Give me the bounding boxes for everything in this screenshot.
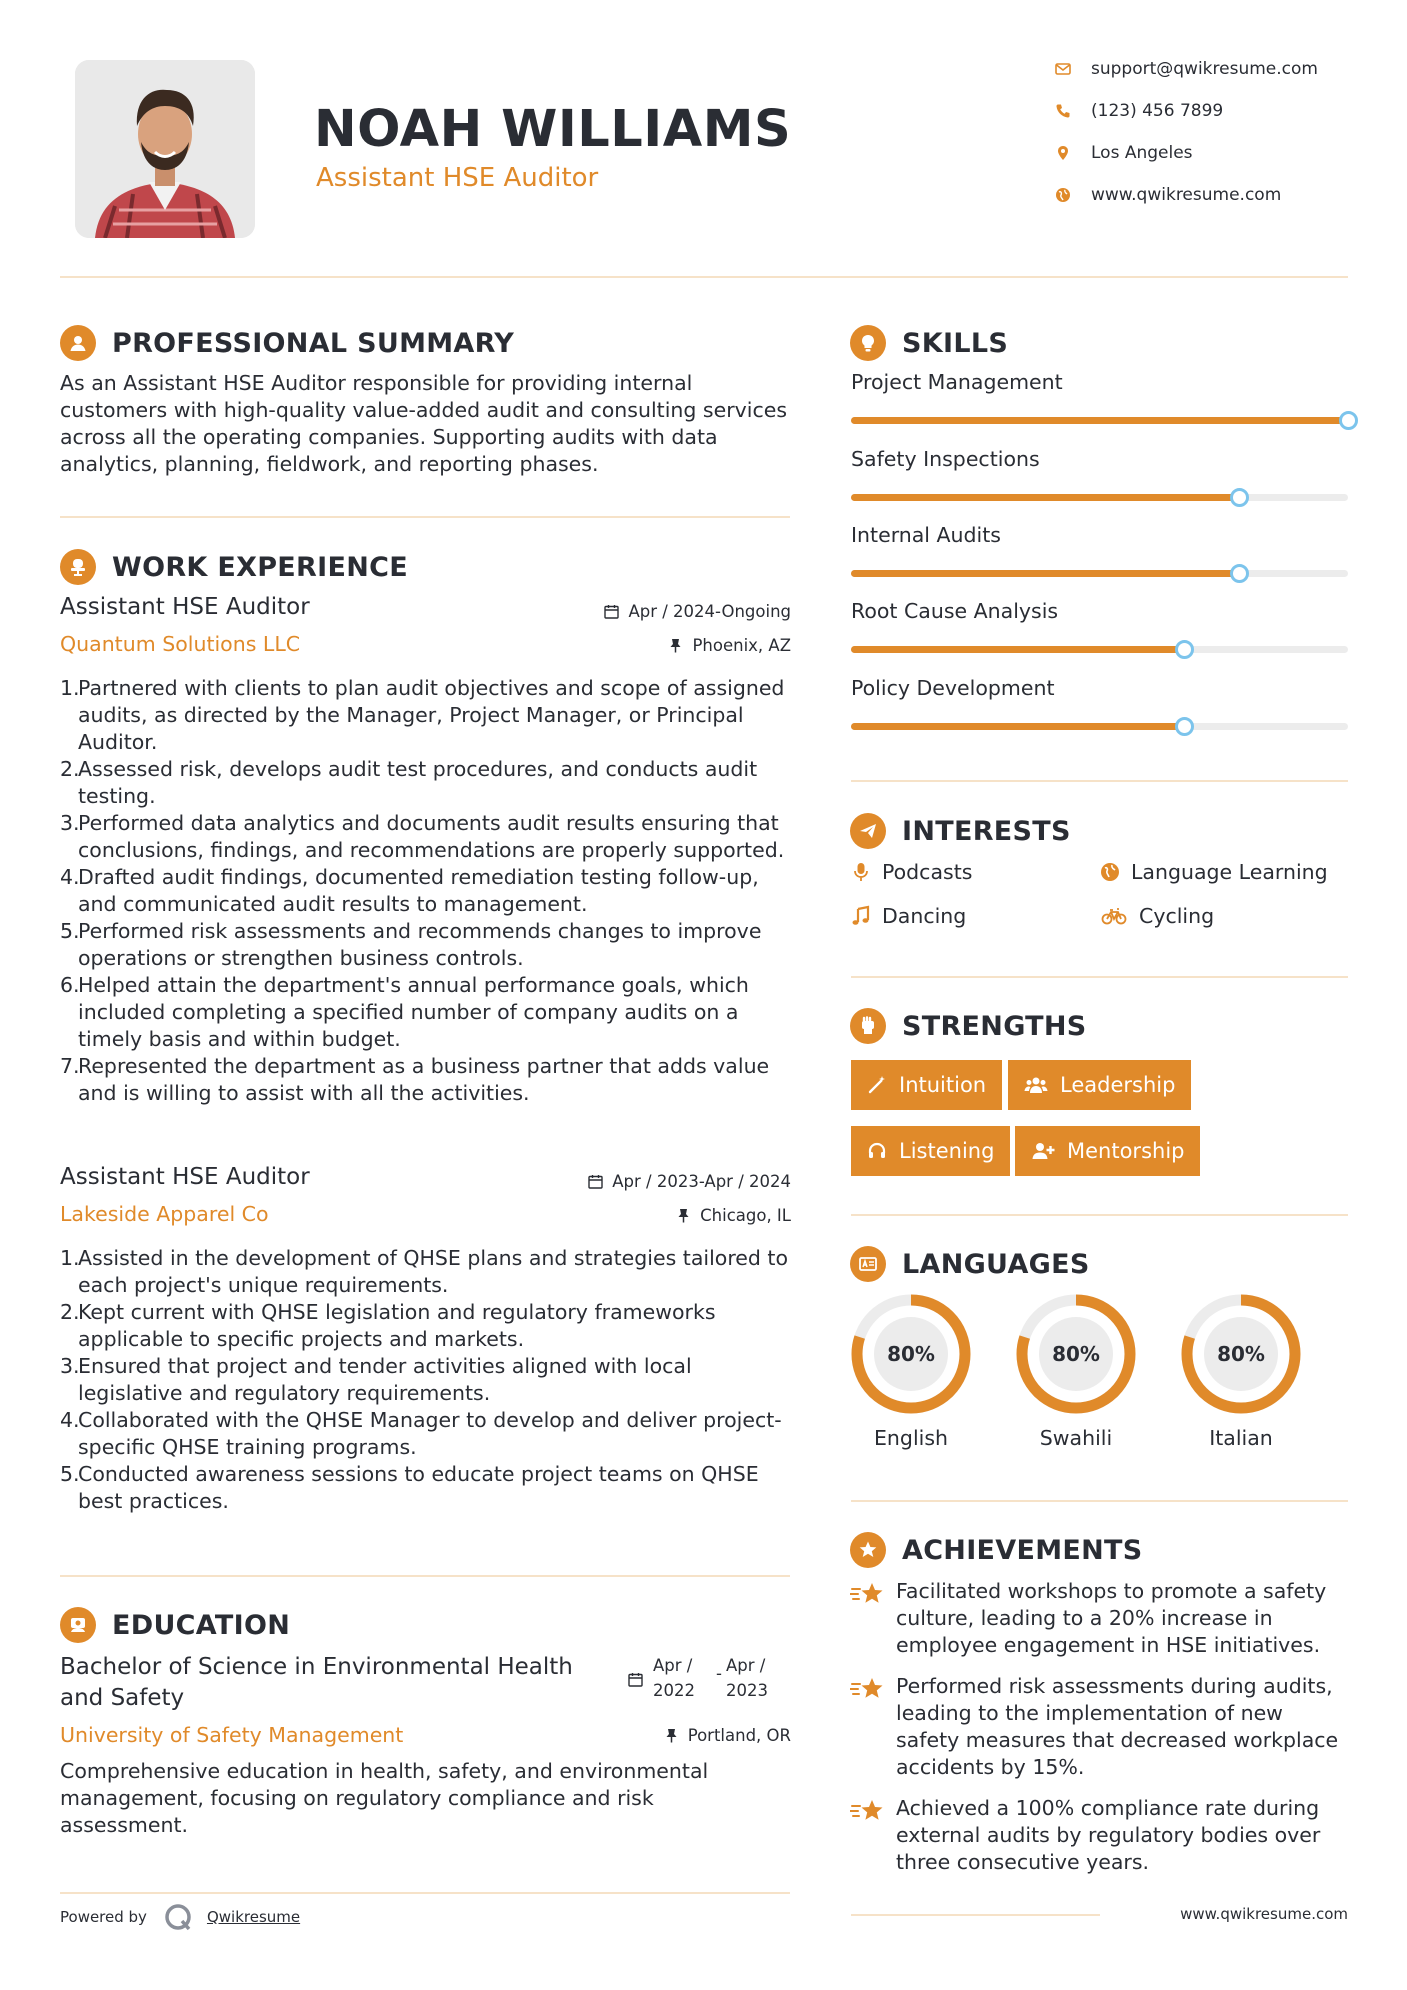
interest-label: Dancing <box>882 904 967 928</box>
magic-wand-icon <box>867 1075 887 1095</box>
language-percent: 80% <box>1217 1342 1265 1366</box>
interests-title: INTERESTS <box>902 815 1071 847</box>
job-1-duty: Assessed risk, develops audit test procedures, and conducts audit testing. <box>78 757 758 808</box>
job-1-title: Assistant HSE Auditor <box>60 594 310 620</box>
education-title: EDUCATION <box>112 1609 291 1641</box>
skill-bar-fill <box>851 417 1348 424</box>
job-1-duty: Partnered with clients to plan audit objectives and scope of assigned audits, as directed by the Manager, Project Manager, or Principal Auditor. <box>78 676 785 754</box>
strength-tag <box>1015 1126 1200 1176</box>
achievement-item <box>850 1578 1342 1659</box>
job-1-dates-text: Apr / 2024-Ongoing <box>628 602 791 621</box>
languages-divider <box>851 1500 1348 1502</box>
summary-title: PROFESSIONAL SUMMARY <box>112 327 515 359</box>
skill-bar-knob[interactable] <box>1230 564 1249 583</box>
job-1-location-text: Phoenix, AZ <box>692 636 791 655</box>
contact-email[interactable] <box>1055 56 1365 82</box>
achievement-text: Achieved a 100% compliance rate during external audits by regulatory bodies over three consecutive years. <box>896 1796 1321 1874</box>
contact-phone-text: (123) 456 7899 <box>1091 101 1224 121</box>
interest-label: Podcasts <box>882 860 973 884</box>
education-description: Comprehensive education in health, safety, and environmental management, focusing on regulatory compliance and risk assessment. <box>60 1759 709 1837</box>
powered-by <box>60 1900 300 1934</box>
language-percent: 80% <box>887 1342 935 1366</box>
raised-fist-icon <box>850 1008 886 1044</box>
language-ring <box>1016 1294 1136 1414</box>
language-label: Italian <box>1209 1426 1273 1450</box>
skill-label: Root Cause Analysis <box>851 599 1059 623</box>
pushpin-icon <box>664 1728 679 1743</box>
interest-item <box>850 860 972 884</box>
skill-bar-fill <box>851 494 1239 501</box>
qwikresume-link[interactable]: Qwikresume <box>206 1908 301 1926</box>
location-pin-icon <box>1055 145 1071 161</box>
interest-item <box>850 904 966 928</box>
achievement-item <box>850 1673 1342 1781</box>
star-icon <box>850 1675 886 1705</box>
skill-label: Project Management <box>851 370 1063 394</box>
education-heading <box>60 1606 290 1644</box>
candidate-role: Assistant HSE Auditor <box>316 163 599 193</box>
qwikresume-logo-icon <box>163 1902 193 1932</box>
job-1-location <box>540 636 791 655</box>
envelope-icon <box>1055 61 1071 77</box>
language-card-icon <box>850 1246 886 1282</box>
skill-bar-knob[interactable] <box>1175 640 1194 659</box>
language-percent: 80% <box>1052 1342 1100 1366</box>
experience-divider <box>60 1575 790 1577</box>
skill-bar[interactable] <box>851 494 1348 501</box>
education-end-month: Apr / <box>726 1656 766 1675</box>
job-2-duty: Conducted awareness sessions to educate project teams on QHSE best practices. <box>78 1462 759 1513</box>
skill-bar[interactable] <box>851 417 1348 424</box>
education-start-month: Apr / <box>653 1656 693 1675</box>
language-ring <box>851 1294 971 1414</box>
skill-bar-fill <box>851 646 1184 653</box>
skill-bar-fill <box>851 723 1184 730</box>
contact-website-text: www.qwikresume.com <box>1091 185 1282 205</box>
contact-website[interactable] <box>1055 182 1365 208</box>
user-icon <box>60 325 96 361</box>
experience-title: WORK EXPERIENCE <box>112 551 408 583</box>
skills-divider <box>851 780 1348 782</box>
calendar-icon <box>588 1174 603 1189</box>
achievements-title: ACHIEVEMENTS <box>902 1534 1143 1566</box>
interest-item <box>1099 904 1214 928</box>
profile-photo <box>75 60 255 238</box>
interest-label: Cycling <box>1139 904 1215 928</box>
job-2-company: Lakeside Apparel Co <box>60 1202 269 1226</box>
summary-divider <box>60 516 790 518</box>
education-degree: Bachelor of Science in Environmental Health and Safety <box>60 1654 573 1711</box>
candidate-name: NOAH WILLIAMS <box>314 100 792 159</box>
contact-location <box>1055 140 1365 166</box>
strength-label: Mentorship <box>1067 1139 1185 1163</box>
interests-heading <box>850 812 1071 850</box>
calendar-icon <box>628 1672 643 1687</box>
job-1-duty: Represented the department as a business partner that adds value and is willing to assist with all the activities. <box>78 1054 770 1105</box>
summary-text: As an Assistant HSE Auditor responsible for providing internal customers with high-quality value-added audit and consulting services across all the operating companies. Supporting audits with data analytics, planning, fieldwork, and reporting phases. <box>60 371 788 476</box>
strengths-title: STRENGTHS <box>902 1010 1087 1042</box>
footer-site[interactable]: www.qwikresume.com <box>1100 1905 1348 1923</box>
language-label: Swahili <box>1039 1426 1113 1450</box>
job-2-location-text: Chicago, IL <box>700 1206 791 1225</box>
education-location <box>540 1726 791 1745</box>
strength-label: Listening <box>899 1139 995 1163</box>
header-divider <box>60 276 1348 278</box>
job-2-dates-text: Apr / 2023-Apr / 2024 <box>612 1172 791 1191</box>
paper-plane-icon <box>850 813 886 849</box>
education-dates <box>626 1656 796 1706</box>
job-2-duty: Assisted in the development of QHSE plans and strategies tailored to each project's unique requirements. <box>78 1246 789 1297</box>
powered-by-label: Powered by <box>60 1908 147 1926</box>
globe-icon <box>1099 861 1121 883</box>
skills-heading <box>850 324 1008 362</box>
job-2-location <box>540 1206 791 1225</box>
contact-location-text: Los Angeles <box>1091 143 1193 163</box>
strength-label: Intuition <box>899 1073 987 1097</box>
job-1-duty: Drafted audit findings, documented remediation testing follow-up, and communicated audit results to management. <box>78 865 759 916</box>
language-ring <box>1181 1294 1301 1414</box>
contact-phone[interactable] <box>1055 98 1365 124</box>
education-start-year: 2022 <box>653 1681 695 1700</box>
achievement-text: Facilitated workshops to promote a safety culture, leading to a 20% increase in employee engagement in HSE initiatives. <box>896 1579 1327 1657</box>
skill-bar-knob[interactable] <box>1339 411 1358 430</box>
language-item <box>1181 1294 1301 1450</box>
graduate-icon <box>60 1607 96 1643</box>
star-icon <box>850 1580 886 1610</box>
job-2-duty: Kept current with QHSE legislation and regulatory frameworks applicable to specific projects and markets. <box>78 1300 716 1351</box>
skill-bar-knob[interactable] <box>1230 488 1249 507</box>
job-1-duty: Performed data analytics and documents audit results ensuring that conclusions, findings, and recommendations are properly supported. <box>78 811 785 862</box>
calendar-icon <box>604 604 619 619</box>
language-item <box>1016 1294 1136 1450</box>
job-1-duties <box>60 675 795 1107</box>
phone-icon <box>1055 103 1071 119</box>
skill-bar-knob[interactable] <box>1175 717 1194 736</box>
summary-heading <box>60 324 514 362</box>
job-2-duties <box>60 1245 795 1515</box>
contact-email-text: support@qwikresume.com <box>1091 59 1318 79</box>
skill-label: Safety Inspections <box>851 447 1040 471</box>
languages-heading <box>850 1245 1090 1283</box>
achievement-item <box>850 1795 1342 1876</box>
skill-bar-fill <box>851 570 1239 577</box>
job-2-duty: Collaborated with the QHSE Manager to develop and deliver project-specific QHSE training programs. <box>78 1408 782 1459</box>
interest-label: Language Learning <box>1131 860 1328 884</box>
job-1-company: Quantum Solutions LLC <box>60 632 301 656</box>
star-badge-icon <box>850 1532 886 1568</box>
strengths-heading <box>850 1007 1087 1045</box>
strength-tag <box>851 1060 1002 1110</box>
achievements-heading <box>850 1531 1143 1569</box>
languages-title: LANGUAGES <box>902 1248 1090 1280</box>
globe-icon <box>1055 187 1071 203</box>
skill-bar[interactable] <box>851 570 1348 577</box>
interest-item <box>1099 860 1328 884</box>
experience-heading <box>60 548 408 586</box>
language-item <box>851 1294 971 1450</box>
job-1-dates <box>540 602 791 621</box>
headphones-icon <box>867 1141 887 1161</box>
job-1-duty: Helped attain the department's annual performance goals, which included completing a specified number of company audits on a timely basis and within budget. <box>78 973 749 1051</box>
skill-label: Internal Audits <box>851 523 1001 547</box>
briefcase-chair-icon <box>60 549 96 585</box>
job-2-duty: Ensured that project and tender activities aligned with local legislative and regulatory requirements. <box>78 1354 692 1405</box>
education-location-text: Portland, OR <box>687 1726 791 1745</box>
pushpin-icon <box>676 1208 691 1223</box>
achievement-text: Performed risk assessments during audits, leading to the implementation of new safety measures that decreased workplace accidents by 15%. <box>896 1674 1339 1779</box>
job-2-title: Assistant HSE Auditor <box>60 1164 310 1190</box>
skill-bar[interactable] <box>851 646 1348 653</box>
strength-tag <box>1008 1060 1191 1110</box>
job-2-dates <box>520 1172 791 1191</box>
microphone-icon <box>850 861 872 883</box>
strength-label: Leadership <box>1060 1073 1176 1097</box>
bicycle-icon <box>1099 905 1129 927</box>
pushpin-icon <box>668 638 683 653</box>
job-1-duty: Performed risk assessments and recommends changes to improve operations or strengthen business controls. <box>78 919 762 970</box>
footer-divider-left <box>60 1892 790 1894</box>
user-plus-icon <box>1031 1141 1055 1161</box>
star-icon <box>850 1797 886 1827</box>
skill-label: Policy Development <box>851 676 1055 700</box>
music-note-icon <box>850 905 872 927</box>
education-school: University of Safety Management <box>60 1723 404 1747</box>
education-end-year: 2023 <box>726 1681 768 1700</box>
skill-bar[interactable] <box>851 723 1348 730</box>
language-label: English <box>873 1426 949 1450</box>
strengths-divider <box>851 1214 1348 1216</box>
interests-divider <box>851 976 1348 978</box>
education-date-separator: - <box>716 1664 722 1683</box>
skills-title: SKILLS <box>902 327 1009 359</box>
users-icon <box>1024 1075 1048 1095</box>
strength-tag <box>851 1126 1010 1176</box>
lightbulb-icon <box>850 325 886 361</box>
